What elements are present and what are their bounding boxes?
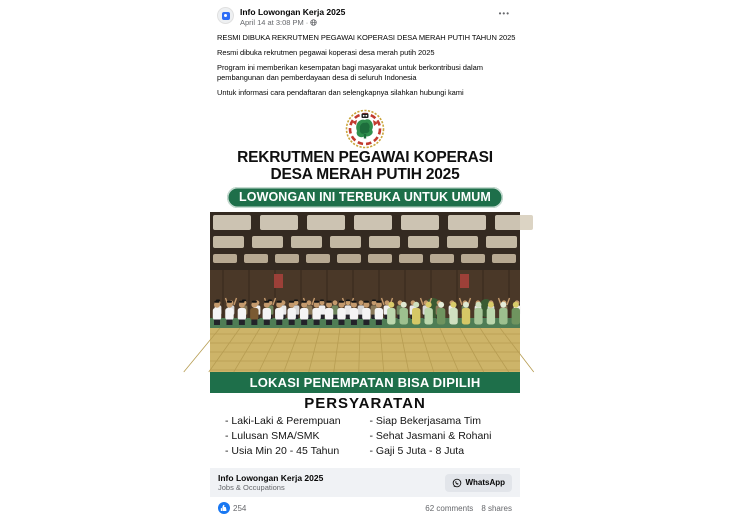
post-paragraph: Program ini memberikan kesempatan bagi masyarakat untuk berkontribusi dalam pembangunan dan pemberdayaan desa di seluruh Indonesia: [217, 63, 483, 82]
post-header: [210, 7, 520, 27]
whatsapp-button[interactable]: [445, 474, 512, 492]
globe-icon: [310, 19, 317, 26]
requirement-item: - Lulusan SMA/SMK: [225, 430, 320, 442]
requirements-title: PERSYARATAN: [304, 395, 426, 412]
requirement-item: - Laki-Laki & Perempuan: [225, 415, 341, 427]
link-preview-subtitle: Jobs & Occupations: [218, 483, 285, 492]
facebook-post-card: [210, 0, 520, 514]
requirement-item: - Siap Bekerjasama Tim: [369, 415, 481, 427]
page-avatar-logo-icon: [222, 12, 230, 20]
whatsapp-button-label: WhatsApp: [465, 478, 505, 487]
shares-count[interactable]: 8 shares: [481, 503, 512, 513]
whatsapp-icon: [452, 478, 462, 488]
post-paragraph: Resmi dibuka rekrutmen pegawai koperasi desa merah putih 2025: [217, 48, 435, 57]
poster-open-for-public-pill: LOWONGAN INI TERBUKA UNTUK UMUM: [227, 187, 503, 208]
engagement-row: [210, 497, 520, 514]
requirement-item: - Usia Min 20 - 45 Tahun: [225, 445, 340, 457]
poster-location-banner: LOKASI PENEMPATAN BISA DIPILIH: [210, 372, 520, 393]
requirement-item: - Sehat Jasmani & Rohani: [369, 430, 492, 442]
poster-title-line1: REKRUTMEN PEGAWAI KOPERASI: [237, 149, 493, 166]
more-options-button[interactable]: •••: [498, 9, 510, 18]
post-body: [210, 27, 520, 107]
poster-title-line2: DESA MERAH PUTIH 2025: [270, 165, 460, 183]
requirements-list: [210, 412, 520, 465]
post-image-poster[interactable]: [210, 109, 520, 465]
page-avatar[interactable]: [217, 7, 234, 24]
koperasi-emblem-icon: [345, 109, 385, 149]
separator-dot: ·: [305, 18, 309, 27]
reaction-summary[interactable]: [218, 502, 246, 514]
comments-count[interactable]: 62 comments: [425, 503, 474, 513]
link-preview-meta: [218, 473, 323, 492]
requirement-item: - Gaji 5 Juta - 8 Juta: [369, 445, 465, 457]
reaction-count: 254: [233, 503, 247, 513]
post-paragraph: Untuk informasi cara pendaftaran dan selengkapnya silahkan hubungi kami: [217, 88, 464, 97]
page-name-link[interactable]: Info Lowongan Kerja 2025: [240, 7, 346, 17]
link-preview-card[interactable]: [210, 468, 520, 497]
post-header-meta: [240, 7, 496, 27]
post-paragraph: RESMI DIBUKA REKRUTMEN PEGAWAI KOPERASI DESA MERAH PUTIH TAHUN 2025: [217, 33, 516, 42]
link-preview-title: Info Lowongan Kerja 2025: [218, 473, 324, 483]
post-timestamp[interactable]: April 14 at 3:08 PM: [240, 18, 304, 27]
group-photo: [210, 212, 520, 372]
like-icon: [218, 502, 230, 514]
